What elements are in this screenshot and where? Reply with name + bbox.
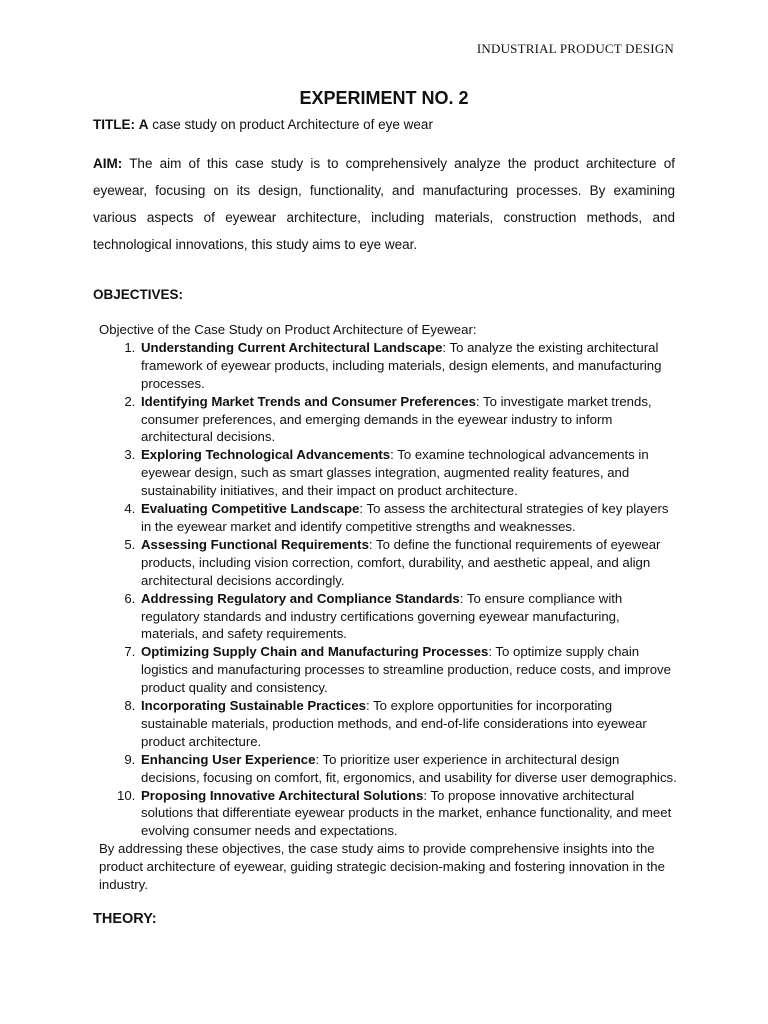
objective-title: Understanding Current Architectural Landscape [141, 339, 443, 355]
experiment-heading: EXPERIMENT NO. 2 [299, 88, 469, 108]
list-item [139, 393, 679, 447]
objective-title: Optimizing Supply Chain and Manufacturing Processes [141, 644, 489, 660]
list-item [139, 500, 679, 536]
aim-paragraph [93, 150, 675, 258]
title-lead: A [138, 117, 149, 132]
theory-heading: THEORY: [93, 911, 157, 927]
objective-title: Addressing Regulatory and Compliance Standards [141, 590, 460, 606]
title-line [93, 117, 675, 132]
running-header: INDUSTRIAL PRODUCT DESIGN [476, 41, 674, 56]
objective-title: Incorporating Sustainable Practices [141, 698, 366, 714]
objectives-list [99, 339, 679, 840]
list-item [139, 536, 679, 590]
objective-text: : To investigate market trends, consumer preferences, and emerging demands in the eyewear industry to inform architectural decisions. [141, 393, 652, 445]
objective-title: Identifying Market Trends and Consumer Preferences [141, 393, 476, 409]
objective-title: Proposing Innovative Architectural Solutions [141, 787, 424, 803]
title-text: case study on product Architecture of eye wear [152, 117, 433, 132]
list-item [139, 590, 679, 644]
objective-title: Evaluating Competitive Landscape [141, 501, 360, 517]
list-item [139, 751, 679, 787]
objective-text: : To prioritize user experience in architectural design decisions, focusing on comfort, fit, ergonomics, and usability for diverse user demographics. [141, 751, 677, 785]
aim-label: AIM: [93, 156, 123, 171]
objective-text: : To assess the architectural strategies of key players in the eyewear market and identify competitive strengths and weaknesses. [141, 501, 669, 534]
objective-text: : To analyze the existing architectural framework of eyewear products, including materials, design elements, and manufacturing processes. [141, 339, 662, 391]
objective-text: : To explore opportunities for incorporating sustainable materials, production methods, and end-of-life considerations into eyewear product architecture. [141, 698, 647, 749]
list-item [139, 697, 679, 751]
objective-title: Exploring Technological Advancements [141, 447, 391, 463]
objectives-closing: By addressing these objectives, the case study aims to provide comprehensive insights into the product architecture of eyewear, guiding strategic decision-making and fostering innovation in the industry. [99, 841, 665, 893]
list-item [139, 339, 679, 393]
objective-text: : To optimize supply chain logistics and manufacturing processes to streamline production, reduce costs, and improve product quality and consistency. [141, 644, 671, 696]
objective-text: : To propose innovative architectural solutions that differentiate eyewear products in the market, enhance functionality, and meet evolving consumer needs and expectations. [141, 787, 672, 839]
objectives-section [99, 321, 679, 894]
list-item [139, 643, 679, 697]
objective-title: Assessing Functional Requirements [141, 536, 369, 552]
objectives-heading: OBJECTIVES: [93, 287, 184, 302]
objectives-intro: Objective of the Case Study on Product Architecture of Eyewear: [99, 322, 477, 337]
aim-text: The aim of this case study is to comprehensively analyze the product architecture of eyewear, focusing on its design, functionality, and manufacturing processes. By examining various aspects of eyewear architecture, including materials, construction methods, and technological innovations, this study aims to eye wear. [93, 156, 675, 252]
list-item [139, 446, 679, 500]
objective-text: : To examine technological advancements in eyewear design, such as smart glasses integration, augmented reality features, and sustainability initiatives, and their impact on product architecture. [141, 447, 649, 499]
objective-text: : To ensure compliance with regulatory standards and industry certifications governing eyewear manufacturing, materials, and safety requirements. [141, 590, 623, 642]
title-label: TITLE: [93, 117, 135, 132]
objective-title: Enhancing User Experience [141, 751, 316, 767]
objective-text: : To define the functional requirements of eyewear products, including vision correction, comfort, durability, and aesthetic appeal, and align architectural decisions accordingly. [141, 536, 661, 588]
list-item [139, 787, 679, 841]
